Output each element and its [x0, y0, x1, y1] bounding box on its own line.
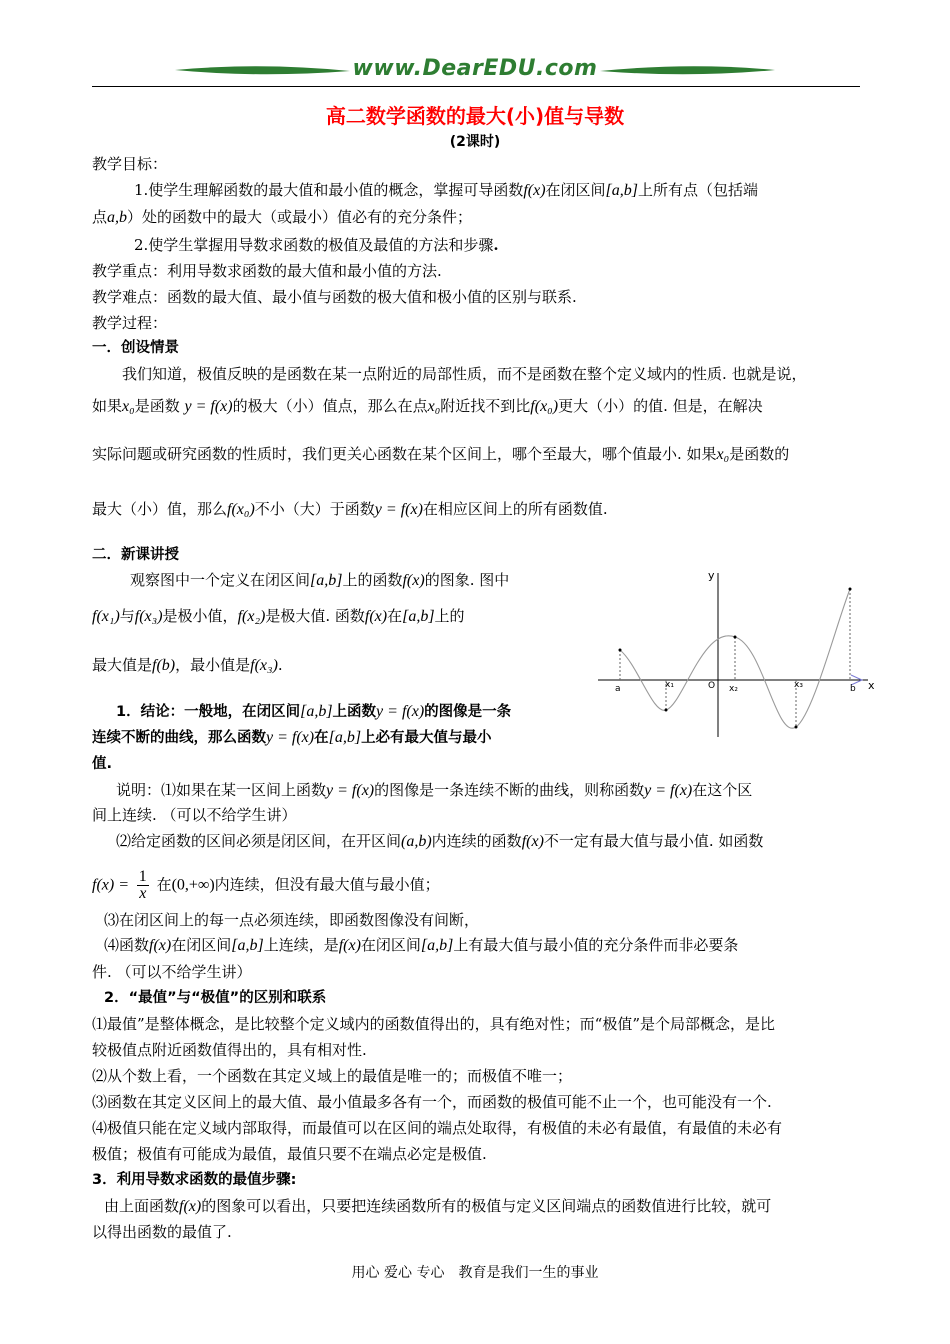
process-heading: 教学过程： [92, 314, 168, 332]
x-label: x [868, 679, 875, 692]
text: 实际问题或研究函数的性质时，我们更关心函数在某个区间上，哪个至最大，哪个值最小. 如果 [92, 445, 717, 463]
text: ，最小值是 [175, 656, 251, 674]
point-a [619, 649, 622, 652]
point-x1 [665, 709, 668, 712]
diff-4-line-2: 极值；极值有可能成为最值，最值只要不在端点必定是极值. [92, 1145, 487, 1163]
sub-3-heading: 3．利用导数求函数的最值步骤: [92, 1172, 297, 1188]
objective-1-line-1 [134, 180, 758, 201]
text: 不小（大）于函数 [254, 500, 375, 518]
text: 不一定有最大值与最小值. 如函数 [543, 832, 764, 850]
diff-4-line-1: ⑷极值只能在定义域内部取得，而最值可以在区间的端点处取得，有极值的未必有最值，有最值的未必有 [92, 1119, 783, 1137]
page-title: 高二数学函数的最大(小)值与导数 [325, 104, 625, 128]
text: 说明：⑴如果在某一区间上函数 [116, 781, 327, 799]
header-rule [92, 86, 860, 87]
note-4-line-2: 件. （可以不给学生讲） [92, 963, 252, 981]
fraction-numerator: 1 [138, 868, 147, 885]
text: 内连续的函数 [431, 832, 522, 850]
note-2-line-1 [116, 831, 763, 852]
text: 由上面函数 [104, 1197, 180, 1215]
text: 的图象可以看出，只要把连续函数所有的极值与定义区间端点的函数值进行比较，就可 [201, 1197, 772, 1215]
note-2-line-2 [92, 869, 440, 902]
text: 上必有最大值与最小 [361, 730, 492, 746]
math: f(x) [521, 833, 544, 850]
difficulty: 教学难点：函数的最大值、最小值与函数的极大值和极小值的区别与联系. [92, 288, 577, 306]
text: 连续不断的曲线，那么函数 [92, 730, 266, 746]
observe-line-3 [92, 655, 283, 676]
section-1-heading: 一．创设情景 [92, 340, 179, 356]
math: (0,+∞) [171, 876, 215, 894]
tick-x3: x₃ [794, 680, 803, 690]
note-4-line-1 [104, 935, 738, 956]
note-3: ⑶在闭区间上的每一点必须连续，即函数图像没有间断， [104, 911, 480, 929]
text: 上所有点（包括端 [638, 181, 759, 199]
text: 在 [156, 875, 172, 894]
tick-a: a [615, 684, 621, 694]
math: y = f(x) [266, 729, 315, 746]
math: f(x₃) [134, 608, 163, 625]
text: 在相应区间上的所有函数值. [422, 500, 608, 518]
math: f(x) [338, 937, 361, 954]
text: 是极小值， [162, 607, 238, 625]
text: 的极大（小）值点，那么在点 [232, 397, 428, 415]
step-line-1 [104, 1196, 771, 1217]
text: 附近找不到比 [440, 397, 531, 415]
point-b [849, 588, 852, 591]
text: 在 [314, 730, 329, 746]
text: . [277, 656, 283, 674]
math: y = f(x) [326, 782, 375, 799]
text: 如果 [92, 397, 123, 415]
text: 在闭区间 [545, 181, 606, 199]
fraction [137, 869, 149, 902]
math: a,b [107, 209, 128, 226]
y-label: y [708, 569, 715, 582]
conclusion-line-2 [92, 728, 492, 748]
point-x3 [795, 726, 798, 729]
tick-x2: x₂ [729, 684, 738, 694]
page-subtitle: (2课时) [449, 134, 501, 150]
key-point: 教学重点：利用导数求函数的最大值和最小值的方法. [92, 262, 442, 280]
text: 内连续，但没有最大值与最小值； [214, 875, 440, 894]
header-logo [170, 56, 780, 86]
text: 最大值是 [92, 656, 153, 674]
math: f(x) [149, 937, 172, 954]
function-graph-svg [598, 565, 883, 740]
diff-2: ⑵从个数上看，一个函数在其定义域上的最值是唯一的；而极值不唯一； [92, 1067, 573, 1085]
step-line-2: 以得出函数的最值了. [92, 1223, 232, 1241]
text: 的图象. 图中 [424, 571, 510, 589]
text: 上有最大值与最小值的充分条件而非必要条 [453, 936, 739, 954]
text: 在这个区 [692, 781, 753, 799]
diff-1-line-2: 较极值点附近函数值得出的，具有相对性. [92, 1041, 367, 1059]
math: f(x₂) [237, 608, 266, 625]
conclusion-line-1 [116, 702, 511, 722]
tick-o: O [708, 681, 716, 691]
math: f(x₁) [92, 608, 120, 625]
tick-b: b [850, 684, 856, 694]
section-1-line-3 [92, 444, 789, 465]
text: ⑷函数 [104, 936, 150, 954]
text: 的图像是一条连续不断的曲线，则称函数 [374, 781, 645, 799]
text: ⑵给定函数的区间必须是闭区间，在开区间 [116, 832, 402, 850]
math: (a,b) [401, 833, 432, 850]
objectives-heading: 教学目标： [92, 155, 168, 173]
observe-line-1 [130, 570, 509, 591]
tick-x1: x₁ [665, 680, 674, 690]
note-1-line-2: 间上连续. （可以不给学生讲） [92, 806, 297, 824]
text: 是函数 [134, 397, 180, 415]
text: 在闭区间 [171, 936, 232, 954]
text: 上的函数 [342, 571, 403, 589]
math: f(x₀) [227, 501, 255, 518]
math: f(x) [402, 572, 425, 589]
math: [a,b] [310, 572, 343, 589]
math: y = f(x) [184, 398, 233, 415]
math: [a,b] [328, 729, 362, 746]
text: 点 [92, 208, 108, 226]
math: f(x) [364, 608, 388, 625]
math: f(x) [523, 182, 546, 199]
math: f(x₀) [530, 398, 559, 415]
diff-3: ⑶函数在其定义区间上的最大值、最小值最多各有一个，而函数的极值可能不止一个，也可能没有一个. [92, 1093, 772, 1111]
math: y = f(x) [374, 501, 423, 518]
math: [a,b] [231, 937, 264, 954]
section-1-line-1: 我们知道，极值反映的是函数在某一点附近的局部性质，而不是函数在整个定义域内的性质. 也就是说， [122, 365, 807, 383]
math: [a,b] [402, 608, 435, 625]
text: 的图像是一条 [424, 704, 512, 720]
text: 是函数的 [729, 445, 790, 463]
math: y = f(x) [376, 703, 425, 720]
section-2-heading: 二．新课讲授 [92, 547, 179, 563]
text: 是极大值. 函数 [265, 607, 365, 625]
section-1-line-2 [92, 396, 763, 417]
text: . [493, 236, 499, 254]
text: 1.使学生理解函数的最大值和最小值的概念，掌握可导函数 [134, 181, 524, 199]
note-1-line-1 [116, 780, 752, 801]
math: f(b) [152, 657, 176, 674]
sub-2-heading: 2．“最值”与“极值”的区别和联系 [104, 990, 327, 1006]
math: y = f(x) [644, 782, 693, 799]
math: x₀ [716, 446, 730, 463]
math: [a,b] [605, 182, 638, 199]
objective-2 [134, 235, 499, 255]
math: f(x) [179, 1198, 202, 1215]
text: 观察图中一个定义在闭区间 [130, 571, 311, 589]
math: x₀ [122, 398, 135, 415]
text: 1．结论：一般地，在闭区间 [116, 704, 301, 720]
point-x2 [734, 636, 737, 639]
logo-text: www.DearEDU.com [352, 56, 598, 81]
observe-line-2 [92, 606, 465, 627]
footer: 用心 爱心 专心 教育是我们一生的事业 [351, 1265, 599, 1281]
math: [a,b] [300, 703, 333, 720]
math: [a,b] [420, 937, 454, 954]
fraction-denominator: x [139, 885, 147, 902]
text: 上函数 [332, 704, 377, 720]
text: 在闭区间 [360, 936, 421, 954]
text: 更大（小）的值. 但是，在解决 [558, 397, 763, 415]
function-graph [598, 565, 883, 740]
section-1-line-4 [92, 499, 608, 520]
text: 上连续，是 [263, 936, 339, 954]
text: 最大（小）值，那么 [92, 500, 228, 518]
text: 与 [119, 607, 135, 625]
text: ）处的函数中的最大（或最小）值必有的充分条件； [127, 208, 473, 226]
text: 在 [387, 607, 403, 625]
math: f(x₃) [250, 657, 278, 674]
math: x₀ [427, 398, 441, 415]
conclusion-line-3: 值. [92, 756, 113, 772]
diff-1-line-1: ⑴最值”是整体概念，是比较整个定义域内的函数值得出的，具有绝对性；而“极值”是个局部概念，是比 [92, 1015, 776, 1033]
text: 2.使学生掌握用导数求函数的极值及最值的方法和步骤 [134, 236, 494, 254]
objective-1-line-2 [92, 207, 472, 228]
math: f(x) = [92, 876, 129, 894]
text: 上的 [434, 607, 465, 625]
